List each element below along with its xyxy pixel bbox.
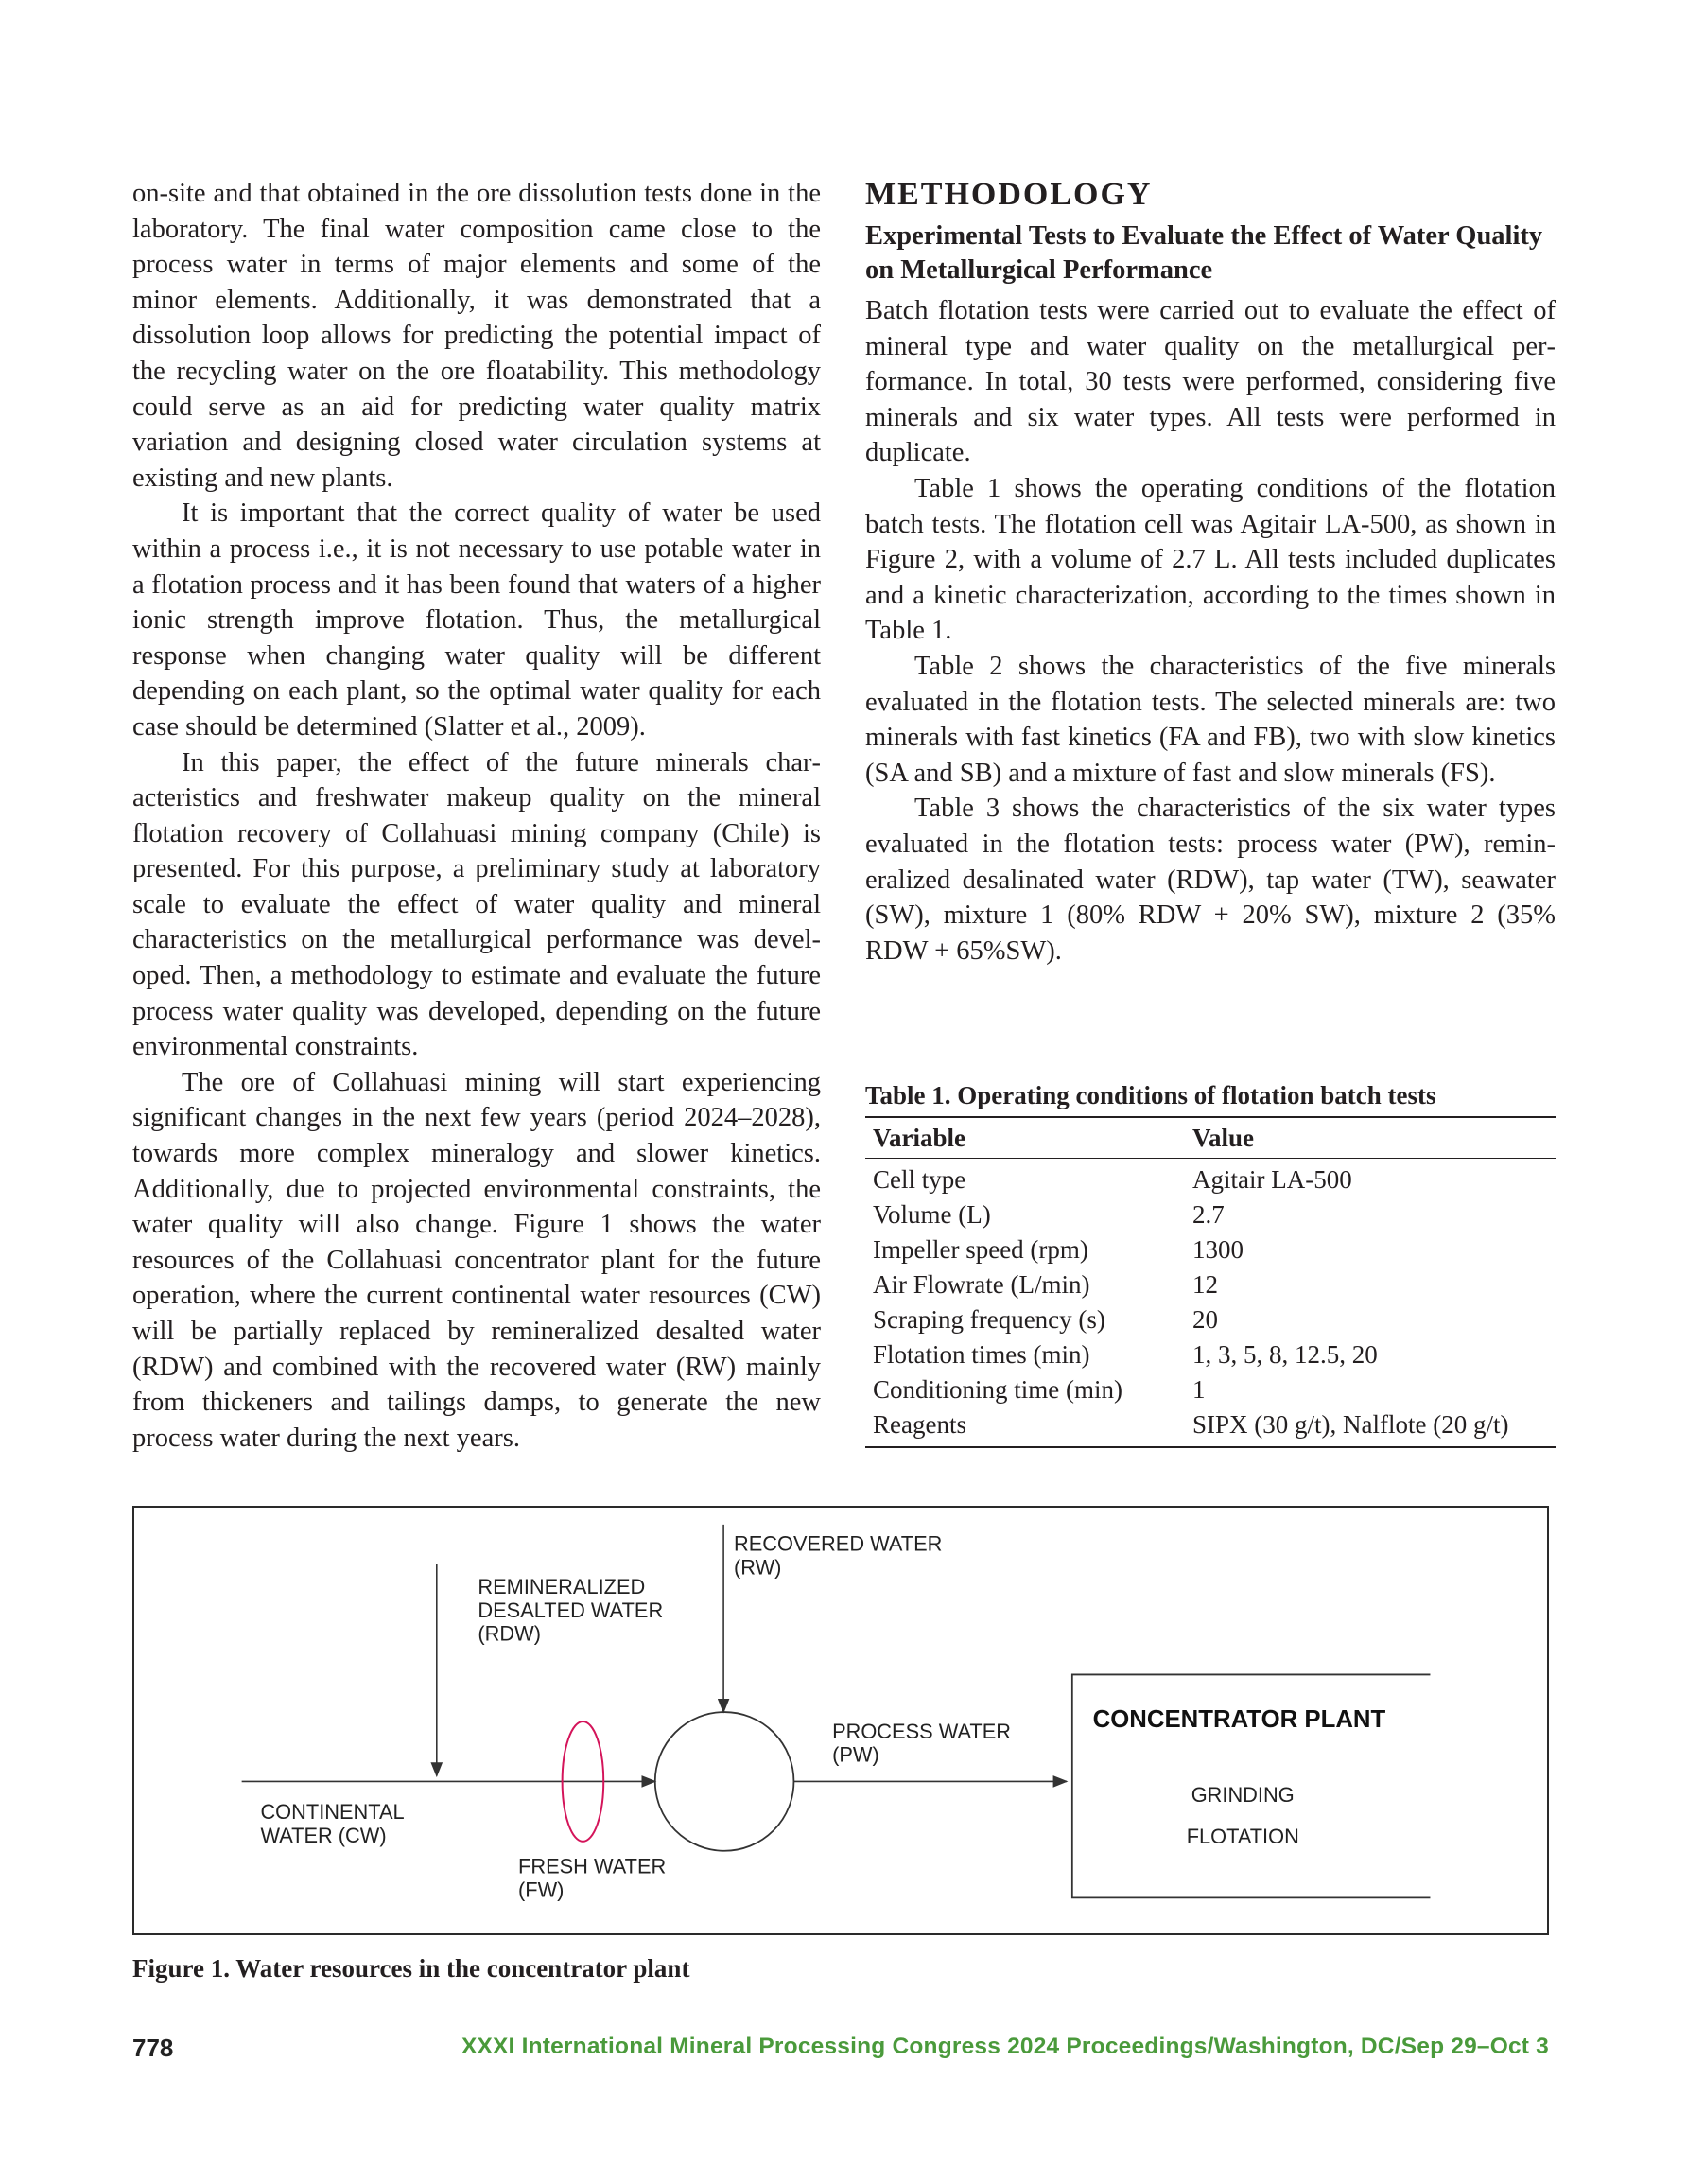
paragraph: Table 3 shows the characteristics of the six water types evaluated in the flotation tests: process water (PW), remineralized desalinated water (RDW), tap water (TW), seawater (SW), mixture 1 (80% RDW + 20% SW), mixture 2 (35% RDW + 65%SW). (865, 794, 1556, 966)
table-cell: Flotation times (min) (873, 1340, 1090, 1369)
table-row (865, 1337, 1556, 1372)
table-cell: SIPX (30 g/t), Nalflote (20 g/t) (1185, 1407, 1556, 1447)
left-column (132, 176, 821, 1456)
table-cell: 1, 3, 5, 8, 12.5, 20 (1192, 1340, 1378, 1369)
table-cell: Impeller speed (rpm) (873, 1235, 1088, 1264)
table-cell: Conditioning time (min) (873, 1375, 1122, 1404)
paragraph: The ore of Collahuasi mining will start experiencing significant changes in the next few years (period 2024–2028), towards more complex mineralogy and slower kinetics. Additionally, due to projected environmental constraints, the water quality will also change. Figure 1 shows the water resources of the Collahuasi concentrator plant for the future operation, where the current continental water resources (CW) will be partially replaced by remineralized desalted water (RDW) and combined with the recovered water (RW) mainly from thickeners and tailings damps, to generate the new process water during the next years. (132, 1067, 821, 1453)
table-row (865, 1302, 1556, 1337)
table-header-row (865, 1118, 1556, 1159)
paragraph: It is important that the correct quality of water be used within a process i.e., it is not necessary to use potable water in a flotation process and it has been found that waters of a higher ionic strength improve flotation. Thus, the metallurgical response when changing water quality will be different depending on each plant, so the optimal water quality for each case should be determined (Slatter et al., 2009). (132, 498, 821, 742)
paragraph: on-site and that obtained in the ore dissolution tests done in the laboratory. The final water composition came close to the process water in terms of major elements and some of the minor elements. Additionally, it was demonstrated that a dissolution loop allows for predicting the potential impact of the recycling water on the ore floatability. This methodology could serve as an aid for predicting water quality matrix variation and designing closed water circulation systems at existing and new plants. (132, 179, 821, 493)
flotation-label: FLOTATION (1186, 1824, 1299, 1848)
rw-label: RECOVERED WATER (RW) (734, 1531, 943, 1580)
running-footer: XXXI International Mineral Processing Congress 2024 Proceedings/Washington, DC/Sep 29–Oct 3 (461, 2034, 1549, 2059)
figure-caption: Figure 1. Water resources in the concentrator plant (132, 1954, 690, 1983)
section-heading: METHODOLOGY (865, 177, 1153, 212)
table-caption: Table 1. Operating conditions of flotation batch tests (865, 1078, 1556, 1118)
paragraph: In this paper, the effect of the future minerals characteristics and freshwater makeup quality on the mineral flotation recovery of Collahuasi mining company (Chile) is presented. For this purpose, a preliminary study at laboratory scale to evaluate the effect of water quality and mineral characteristics on the metallurgical performance was developed. Then, a methodology to estimate and evaluate the future process water quality was developed, depending on the future environmental constraints. (132, 747, 821, 1062)
page-number: 778 (132, 2034, 174, 2062)
data-table (865, 1118, 1556, 1448)
cw-label: CONTINENTAL WATER (CW) (260, 1800, 405, 1847)
table-cell: Agitair LA-500 (1192, 1165, 1352, 1194)
table-row (865, 1232, 1556, 1267)
table-cell: 20 (1192, 1305, 1218, 1334)
paragraph: Table 1 shows the operating conditions of the flotation batch tests. The flotation cell was Agitair LA-500, as shown in Figure 2, with a volume of 2.7 L. All tests included duplicates and a kinetic characterization, according to the times shown in Table 1. (865, 473, 1556, 646)
rdw-label: REMINERALIZED DESALTED WATER (RDW) (478, 1575, 664, 1646)
table-header-cell: Value (1185, 1118, 1556, 1159)
table-cell: Volume (L) (873, 1200, 991, 1229)
table-row (865, 1372, 1556, 1407)
figure-1 (132, 1506, 1549, 1935)
right-column (865, 176, 1556, 969)
paragraph: Batch flotation tests were carried out to evaluate the effect of mineral type and water quality on the metallurgical performance. In total, 30 tests were performed, considering five minerals and six water types. All tests were performed in duplicate. (865, 296, 1556, 468)
water-resources-diagram (134, 1508, 1547, 1933)
table-cell: 1 (1192, 1375, 1206, 1404)
grinding-label: GRINDING (1191, 1783, 1295, 1808)
table-cell: Scraping frequency (s) (873, 1305, 1105, 1334)
fw-label: FRESH WATER (FW) (518, 1854, 667, 1902)
table-cell: Reagents (865, 1407, 1185, 1447)
table-cell: 12 (1192, 1270, 1218, 1299)
mixing-node-circle (655, 1712, 794, 1851)
table-cell: Cell type (873, 1165, 966, 1194)
concentrator-plant-title: CONCENTRATOR PLANT (1092, 1705, 1386, 1733)
table-row (865, 1407, 1556, 1447)
table-cell: Air Flowrate (L/min) (873, 1270, 1090, 1299)
paragraph: Table 2 shows the characteristics of the five minerals evaluated in the flotation tests. The selected minerals are: two minerals with fast kinetics (FA and FB), two with slow kinetics (SA and SB) and a mixture of fast and slow minerals (FS). (865, 651, 1556, 788)
table-1 (865, 1078, 1556, 1448)
table-header-cell: Variable (865, 1118, 1185, 1159)
table-row (865, 1197, 1556, 1232)
table-cell: 2.7 (1192, 1200, 1225, 1229)
table-row (865, 1159, 1556, 1198)
sub-heading: Experimental Tests to Evaluate the Effect of Water Quality on Metallurgical Performance (865, 221, 1543, 285)
table-row (865, 1267, 1556, 1302)
table-cell: 1300 (1192, 1235, 1244, 1264)
pw-label: PROCESS WATER (PW) (832, 1719, 1012, 1767)
